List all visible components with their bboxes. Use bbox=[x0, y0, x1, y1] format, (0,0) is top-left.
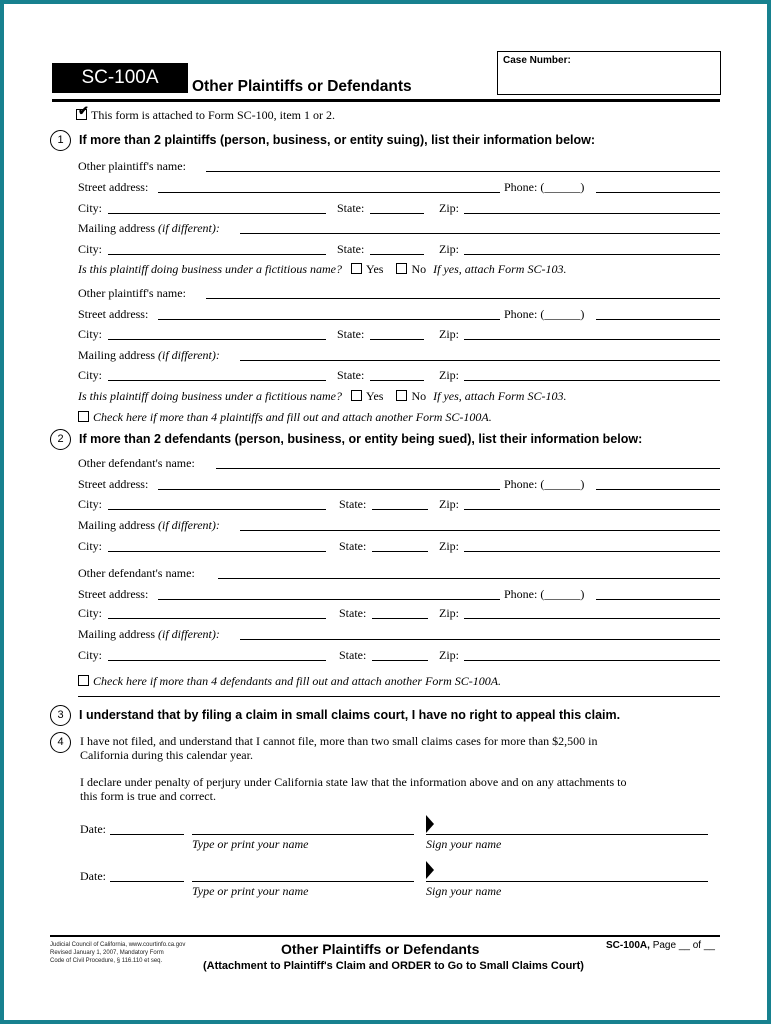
plaintiff-2-fictitious-row: Is this plaintiff doing business under a fictitious name? Yes No If yes, attach Form SC-103. bbox=[78, 389, 567, 403]
declaration-line1: I declare under penalty of perjury under California state law that the information above and on any attachments to bbox=[80, 775, 627, 789]
plaintiff-1-phone-field[interactable] bbox=[596, 192, 720, 193]
plaintiff-1-phone-label: Phone: (______) bbox=[504, 180, 585, 194]
case-number-label: Case Number: bbox=[503, 55, 571, 66]
plaintiff-2-yes-checkbox[interactable] bbox=[351, 390, 362, 401]
footer-title: Other Plaintiffs or Defendants bbox=[281, 941, 480, 957]
section-4-number: 4 bbox=[50, 732, 71, 753]
plaintiff-2-zip2-label: Zip: bbox=[439, 368, 459, 382]
plaintiff-1-state2-field[interactable] bbox=[370, 254, 424, 255]
plaintiff-2-city2-label: City: bbox=[78, 368, 103, 382]
date-field-2[interactable] bbox=[110, 881, 184, 882]
section-3-heading: I understand that by filing a claim in small claims court, I have no right to appeal this claim. bbox=[79, 708, 621, 722]
defendant-1-mailing-field[interactable] bbox=[240, 530, 720, 531]
plaintiff-1-state-label: State: bbox=[337, 201, 365, 215]
date-label-2: Date: bbox=[80, 869, 106, 883]
defendant-2-name-label: Other defendant's name: bbox=[78, 566, 195, 580]
declaration-line2: this form is true and correct. bbox=[80, 789, 216, 803]
signature-caption-1: Sign your name bbox=[426, 837, 502, 851]
footer-council: Judicial Council of California, www.courtinfo.ca.gov bbox=[50, 942, 186, 948]
form-id-badge: SC-100A bbox=[52, 63, 188, 93]
defendant-1-zip-label: Zip: bbox=[439, 497, 459, 511]
defendant-2-city2-label: City: bbox=[78, 648, 103, 662]
defendant-1-state-field[interactable] bbox=[372, 509, 428, 510]
plaintiff-2-city2-field[interactable] bbox=[108, 380, 326, 381]
section-4-text-line2: California during this calendar year. bbox=[80, 748, 253, 762]
section-4-text-line1: I have not filed, and understand that I cannot file, more than two small claims cases for more than $2,500 in bbox=[80, 734, 598, 748]
defendant-2-zip2-field[interactable] bbox=[464, 660, 720, 661]
defendant-2-street-label: Street address: bbox=[78, 587, 149, 601]
defendant-1-zip2-field[interactable] bbox=[464, 551, 720, 552]
footer-rule bbox=[50, 935, 720, 937]
defendant-1-zip-field[interactable] bbox=[464, 509, 720, 510]
date-field-1[interactable] bbox=[110, 834, 184, 835]
plaintiff-2-state-field[interactable] bbox=[370, 339, 424, 340]
defendant-2-city-label: City: bbox=[78, 606, 103, 620]
signature-caption-2: Sign your name bbox=[426, 884, 502, 898]
section-1-number: 1 bbox=[50, 130, 71, 151]
plaintiff-1-name-label: Other plaintiff's name: bbox=[78, 159, 186, 173]
plaintiff-1-fictitious-row: Is this plaintiff doing business under a fictitious name? Yes No If yes, attach Form SC-103. bbox=[78, 262, 567, 276]
plaintiff-1-city-field[interactable] bbox=[108, 213, 326, 214]
plaintiff-2-state2-label: State: bbox=[337, 368, 365, 382]
defendant-2-mailing-label: Mailing address (if different): bbox=[78, 627, 220, 641]
plaintiff-2-city-label: City: bbox=[78, 327, 103, 341]
defendant-1-city-label: City: bbox=[78, 497, 103, 511]
defendant-2-state2-field[interactable] bbox=[372, 660, 428, 661]
print-name-caption-1: Type or print your name bbox=[192, 837, 309, 851]
defendant-1-street-label: Street address: bbox=[78, 477, 149, 491]
footer-subtitle: (Attachment to Plaintiff's Claim and ORDER to Go to Small Claims Court) bbox=[203, 960, 584, 972]
plaintiff-1-yes-checkbox[interactable] bbox=[351, 263, 362, 274]
plaintiff-1-zip-label: Zip: bbox=[439, 201, 459, 215]
section-2-heading: If more than 2 defendants (person, business, or entity being sued), list their information below: bbox=[79, 432, 643, 446]
defendant-2-zip-field[interactable] bbox=[464, 618, 720, 619]
defendant-2-street-field[interactable] bbox=[158, 599, 500, 600]
plaintiff-1-mailing-field[interactable] bbox=[240, 233, 720, 234]
defendant-2-state-label: State: bbox=[339, 606, 367, 620]
defendant-2-name-field[interactable] bbox=[218, 578, 720, 579]
plaintiff-2-name-label: Other plaintiff's name: bbox=[78, 286, 186, 300]
signature-arrow-icon bbox=[426, 815, 434, 833]
defendant-1-state-label: State: bbox=[339, 497, 367, 511]
print-name-field-1[interactable] bbox=[192, 834, 414, 835]
plaintiff-2-no-checkbox[interactable] bbox=[396, 390, 407, 401]
section-1-heading: If more than 2 plaintiffs (person, business, or entity suing), list their information below: bbox=[79, 133, 596, 147]
signature-field-2[interactable] bbox=[426, 881, 708, 882]
plaintiff-1-city2-label: City: bbox=[78, 242, 103, 256]
plaintiff-1-state-field[interactable] bbox=[370, 213, 424, 214]
section-1-more-check: Check here if more than 4 plaintiffs and fill out and attach another Form SC-100A. bbox=[78, 410, 492, 424]
plaintiff-2-city-field[interactable] bbox=[108, 339, 326, 340]
more-plaintiffs-checkbox[interactable] bbox=[78, 411, 89, 422]
section-2-number: 2 bbox=[50, 429, 71, 450]
form-page bbox=[4, 4, 767, 1020]
defendant-2-city2-field[interactable] bbox=[108, 660, 326, 661]
section-3-number: 3 bbox=[50, 705, 71, 726]
plaintiff-1-zip2-field[interactable] bbox=[464, 254, 720, 255]
defendant-1-mailing-label: Mailing address (if different): bbox=[78, 518, 220, 532]
defendant-1-phone-label: Phone: (______) bbox=[504, 477, 585, 491]
plaintiff-2-street-field[interactable] bbox=[158, 319, 500, 320]
defendant-2-zip-label: Zip: bbox=[439, 606, 459, 620]
plaintiff-1-mailing-label: Mailing address (if different): bbox=[78, 221, 220, 235]
footer-code: Code of Civil Procedure, § 116.110 et seq. bbox=[50, 958, 163, 964]
defendant-1-street-field[interactable] bbox=[158, 489, 500, 490]
defendant-1-city2-label: City: bbox=[78, 539, 103, 553]
plaintiff-1-name-field[interactable] bbox=[206, 171, 720, 172]
defendant-2-city-field[interactable] bbox=[108, 618, 326, 619]
defendant-1-city-field[interactable] bbox=[108, 509, 326, 510]
plaintiff-2-mailing-label: Mailing address (if different): bbox=[78, 348, 220, 362]
plaintiff-2-name-field[interactable] bbox=[206, 298, 720, 299]
plaintiff-2-state2-field[interactable] bbox=[370, 380, 424, 381]
plaintiff-2-mailing-field[interactable] bbox=[240, 360, 720, 361]
checked-box-icon[interactable]: ✔ bbox=[78, 103, 89, 118]
defendant-1-state2-label: State: bbox=[339, 539, 367, 553]
plaintiff-2-zip2-field[interactable] bbox=[464, 380, 720, 381]
form-title: Other Plaintiffs or Defendants bbox=[192, 78, 412, 95]
print-name-caption-2: Type or print your name bbox=[192, 884, 309, 898]
plaintiff-2-phone-label: Phone: (______) bbox=[504, 307, 585, 321]
defendant-1-phone-field[interactable] bbox=[596, 489, 720, 490]
defendant-2-state-field[interactable] bbox=[372, 618, 428, 619]
section-2-more-check: Check here if more than 4 defendants and fill out and attach another Form SC-100A. bbox=[78, 674, 501, 688]
footer-revised: Revised January 1, 2007, Mandatory Form bbox=[50, 950, 164, 956]
plaintiff-1-street-label: Street address: bbox=[78, 180, 149, 194]
more-defendants-checkbox[interactable] bbox=[78, 675, 89, 686]
defendant-2-phone-field[interactable] bbox=[596, 599, 720, 600]
defendant-2-zip2-label: Zip: bbox=[439, 648, 459, 662]
plaintiff-2-state-label: State: bbox=[337, 327, 365, 341]
plaintiff-1-city2-field[interactable] bbox=[108, 254, 326, 255]
defendant-2-phone-label: Phone: (______) bbox=[504, 587, 585, 601]
defendant-2-mailing-field[interactable] bbox=[240, 639, 720, 640]
plaintiff-2-phone-field[interactable] bbox=[596, 319, 720, 320]
signature-field-1[interactable] bbox=[426, 834, 708, 835]
plaintiff-1-city-label: City: bbox=[78, 201, 103, 215]
plaintiff-2-zip-label: Zip: bbox=[439, 327, 459, 341]
defendant-1-name-label: Other defendant's name: bbox=[78, 456, 195, 470]
plaintiff-1-zip-field[interactable] bbox=[464, 213, 720, 214]
plaintiff-1-street-field[interactable] bbox=[158, 192, 500, 193]
print-name-field-2[interactable] bbox=[192, 881, 414, 882]
defendant-1-state2-field[interactable] bbox=[372, 551, 428, 552]
defendant-1-zip2-label: Zip: bbox=[439, 539, 459, 553]
defendant-2-state2-label: State: bbox=[339, 648, 367, 662]
date-label-1: Date: bbox=[80, 822, 106, 836]
footer-page-info: SC-100A, Page __ of __ bbox=[606, 940, 715, 951]
header-rule bbox=[52, 99, 720, 102]
defendant-1-city2-field[interactable] bbox=[108, 551, 326, 552]
plaintiff-2-zip-field[interactable] bbox=[464, 339, 720, 340]
attached-note: ✔ This form is attached to Form SC-100, item 1 or 2. bbox=[78, 103, 335, 122]
plaintiff-2-street-label: Street address: bbox=[78, 307, 149, 321]
plaintiff-1-state2-label: State: bbox=[337, 242, 365, 256]
plaintiff-1-no-checkbox[interactable] bbox=[396, 263, 407, 274]
plaintiff-1-zip2-label: Zip: bbox=[439, 242, 459, 256]
section-divider bbox=[78, 696, 720, 697]
defendant-1-name-field[interactable] bbox=[216, 468, 720, 469]
signature-arrow-icon bbox=[426, 861, 434, 879]
